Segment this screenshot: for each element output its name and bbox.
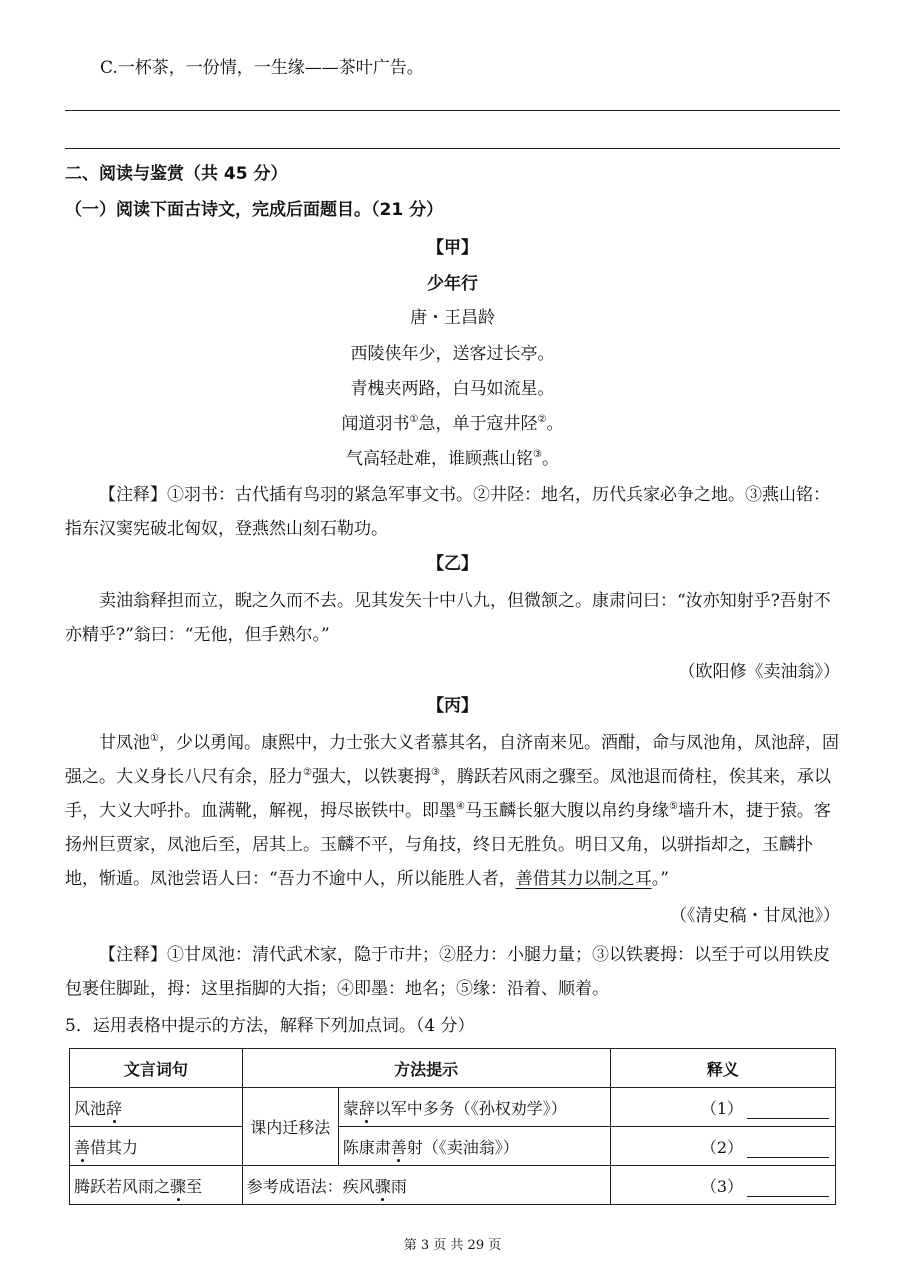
hint-2-b: 射（《卖油翁》）: [406, 1137, 519, 1157]
bing-t8: 。”: [651, 869, 669, 889]
header-phrase: 文言词句: [70, 1049, 243, 1088]
poem-line-2: 青槐夹两路，白马如流星。: [350, 379, 555, 399]
hint-3-a: 参考成语法：疾风: [246, 1176, 375, 1196]
bing-ref-1: ①: [150, 733, 159, 744]
bing-note: 【注释】①甘凤池：清代武术家，隐于市井；②胫力：小腿力量；③以铁裹拇：以至于可以用铁皮包裹住脚趾，拇：这里指脚的大指；④即墨：地名；⑤缘：沿着、顺着。: [65, 945, 830, 999]
note-ref-1: ①: [409, 414, 419, 425]
bing-ref-4: ④: [456, 801, 465, 812]
yi-label: 【乙】: [427, 554, 478, 574]
hint-cell-2: [338, 1127, 610, 1166]
dotted-word-3: 骤: [170, 1176, 187, 1196]
yi-text: 卖油翁释担而立，睨之久而不去。见其发矢十中八九，但微颔之。康肃问曰：“汝亦知射乎?吾射不亦精乎?”翁曰：“无他，但手熟尔。”: [65, 591, 831, 645]
bing-t3: 强大，以铁裹拇: [311, 767, 431, 787]
phrase-cell-3: [70, 1166, 243, 1205]
hint-3-b: 雨: [390, 1176, 407, 1196]
table-row: [70, 1088, 836, 1127]
answer-label-3: （3）: [700, 1176, 743, 1196]
bing-t5: 马玉麟长躯大腹以帛约身缘: [464, 801, 669, 821]
hint-cell-1: [338, 1088, 610, 1127]
bing-label: 【丙】: [427, 696, 478, 716]
poem-line-4: [0, 445, 905, 473]
hint-1-b: 以军中多务（《孙权劝学》）: [374, 1098, 567, 1118]
poem-line-3-a: 闻道羽书: [341, 414, 410, 434]
hint-2-dot: 善: [390, 1137, 407, 1157]
answer-cell-2: [610, 1127, 836, 1166]
page-footer: 第 3 页 共 29 页: [403, 1238, 502, 1253]
poem-line-3-c: 。: [546, 414, 564, 434]
question-5: 5．运用表格中提示的方法，解释下列加点词。（4 分）: [65, 1016, 475, 1036]
bing-source: （《清史稿・甘凤池》）: [670, 906, 840, 926]
answer-label-1: （1）: [700, 1098, 743, 1118]
hint-cell-3: [242, 1166, 610, 1205]
poem-title: 少年行: [427, 274, 478, 294]
dotted-word-1: 辞: [106, 1098, 123, 1118]
bing-text: [65, 726, 840, 896]
jia-label: 【甲】: [427, 238, 478, 258]
bing-t6: 墙升木，捷于猿。客扬州巨贾家，凤池后至，居其上。玉麟不平，与角技，终日无胜负。明日又角，以骈指却之，玉麟扑地，惭遁。凤池尝语人曰：“吾力不逾中人，所以能胜人者，: [65, 801, 831, 889]
answer-blank-3[interactable]: [747, 1178, 829, 1197]
hint-1-a: 蒙: [342, 1098, 359, 1118]
option-c-text: C.一杯茶，一份情，一生缘——茶叶广告。: [100, 58, 424, 78]
note-ref-2: ②: [537, 414, 547, 425]
vocab-table: [69, 1048, 836, 1205]
jia-note: 【注释】①羽书：古代插有鸟羽的紧急军事文书。②井陉：地名，历代兵家必争之地。③燕山铭：指东汉窦宪破北匈奴，登燕然山刻石勒功。: [65, 485, 830, 539]
poem-line-3: [0, 410, 905, 438]
table-row: [70, 1166, 836, 1205]
phrase-3-b: 至: [186, 1176, 203, 1196]
poem-line-4-c: 。: [541, 449, 559, 469]
method-cell-transfer: 课内迁移法: [242, 1088, 338, 1166]
hint-3-dot: 骤: [374, 1176, 391, 1196]
phrase-cell-1: [70, 1088, 243, 1127]
answer-blank-1[interactable]: [747, 1100, 829, 1119]
poem-line-1: 西陵侠年少，送客过长亭。: [350, 344, 555, 364]
bing-ref-3: ③: [430, 767, 440, 778]
answer-cell-3: [610, 1166, 836, 1205]
phrase-cell-2: [70, 1127, 243, 1166]
subsection-title: （一）阅读下面古诗文，完成后面题目。（21 分）: [65, 200, 444, 220]
table-row: [70, 1127, 836, 1166]
answer-blank-2[interactable]: [747, 1139, 829, 1158]
header-meaning: 释义: [610, 1049, 836, 1088]
poem-author: 唐・王昌龄: [410, 308, 495, 328]
header-method: 方法提示: [242, 1049, 610, 1088]
bing-t4: ，腾跃若风雨之骤至。凤池退而倚柱，俟其来，承以手，大义大呼扑。血满靴，解视，拇尽嵌铁中。即墨: [65, 767, 831, 821]
hint-2-a: 陈康肃: [342, 1137, 391, 1157]
phrase-1-a: 风池: [74, 1098, 107, 1118]
bing-ref-2: ②: [303, 767, 312, 778]
note-ref-3: ③: [533, 449, 542, 460]
dotted-word-2: 善: [74, 1137, 91, 1157]
table-header-row: [70, 1049, 836, 1088]
yi-source: （欧阳修《卖油翁》）: [678, 662, 840, 682]
hint-1-dot: 辞: [358, 1098, 375, 1118]
phrase-2-b: 借其力: [90, 1137, 139, 1157]
bing-t1: 甘凤池: [99, 733, 150, 753]
answer-line-2[interactable]: [65, 148, 840, 149]
answer-line-1[interactable]: [65, 110, 840, 111]
answer-label-2: （2）: [700, 1137, 743, 1157]
bing-ref-5: ⑤: [668, 801, 678, 812]
poem-line-4-a: 气高轻赴难，谁顾燕山铭: [346, 449, 534, 469]
underlined-sentence: 善借其力以制之耳: [515, 869, 652, 889]
answer-cell-1: [610, 1088, 836, 1127]
bing-t2: ，少以勇闻。康熙中，力士张大义者慕其名，自济南来见。酒酣，命与凤池角，凤池辞，固强之。大义身长八尺有余，胫力: [65, 733, 839, 787]
phrase-3-a: 腾跃若风雨之: [74, 1176, 171, 1196]
poem-line-3-b: 急，单于寇井陉: [418, 414, 538, 434]
section-title: 二、阅读与鉴赏（共 45 分）: [65, 164, 288, 184]
